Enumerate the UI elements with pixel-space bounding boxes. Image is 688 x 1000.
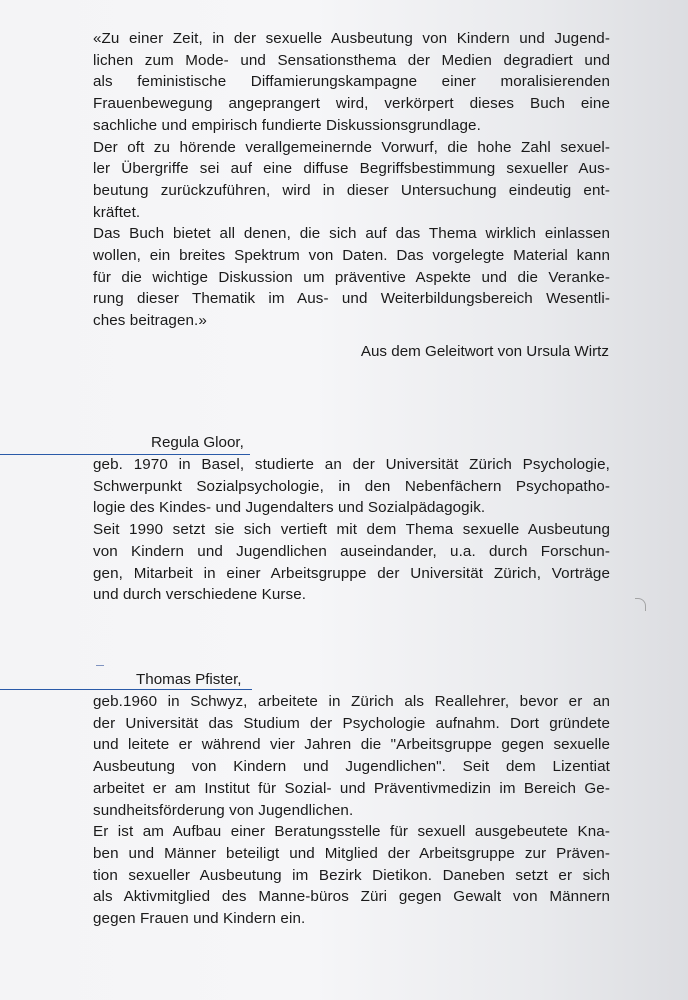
bio-line: Ausbeutung von Kindern und Jugendlichen". Seit dem Lizentiat bbox=[93, 758, 610, 776]
underline-tick bbox=[96, 665, 104, 666]
author-bio-regula-gloor bbox=[93, 454, 610, 606]
bio-line: logie des Kindes- und Jugendalters und Sozialpädagogik. bbox=[93, 499, 486, 517]
bio-line: geb. 1970 in Basel, studierte an der Universität Zürich Psychologie, bbox=[93, 456, 610, 473]
bio-line: Schwerpunkt Sozialpsychologie, in den Nebenfächern Psychopatho- bbox=[93, 477, 610, 495]
foreword-quote bbox=[93, 28, 610, 332]
author-name-regula-gloor: Regula Gloor, bbox=[151, 434, 244, 451]
paper-mark bbox=[635, 598, 646, 611]
bio-line: tion sexueller Ausbeutung im Bezirk Dietikon. Daneben setzt er sich bbox=[93, 866, 610, 884]
bio-line: als Aktivmitglied des Manne-büros Züri gegen Gewalt von Männern bbox=[93, 888, 610, 906]
quote-line: rung dieser Thematik im Aus- und Weiterbildungsbereich Wesentli- bbox=[93, 290, 610, 308]
author-name-thomas-pfister: Thomas Pfister, bbox=[136, 671, 242, 688]
quote-line: lichen zum Mode- und Sensationsthema der Medien degradiert und bbox=[93, 51, 610, 69]
quote-attribution: Aus dem Geleitwort von Ursula Wirtz bbox=[360, 343, 609, 360]
bio-line: und leitete er während vier Jahren die "Arbeitsgruppe gegen sexuelle bbox=[93, 736, 610, 754]
bio-line: Er ist am Aufbau einer Beratungsstelle für sexuell ausgebeutete Kna- bbox=[93, 823, 610, 841]
quote-line: für die wichtige Diskussion um präventive Aspekte und die Veranke- bbox=[93, 268, 610, 286]
bio-line: geb.1960 in Schwyz, arbeitete in Zürich als Reallehrer, bevor er an bbox=[93, 693, 610, 710]
quote-line: «Zu einer Zeit, in der sexuelle Ausbeutung von Kindern und Jugend- bbox=[93, 30, 610, 47]
quote-line: wollen, ein breites Spektrum von Daten. Das vorgelegte Material kann bbox=[93, 247, 610, 265]
quote-line: Das Buch bietet all denen, die sich auf das Thema wirklich einlassen bbox=[93, 225, 610, 243]
bio-line: Seit 1990 setzt sie sich vertieft mit dem Thema sexuelle Ausbeutung bbox=[93, 521, 610, 539]
bio-line: arbeitet er am Institut für Sozial- und Präventivmedizin im Bereich Ge- bbox=[93, 779, 610, 797]
bio-line: ben und Männer beteiligt und Mitglied der Arbeitsgruppe zur Präven- bbox=[93, 844, 610, 862]
quote-line: Frauenbewegung angeprangert wird, verkörpert dieses Buch eine bbox=[93, 95, 610, 113]
quote-line: Der oft zu hörende verallgemeinernde Vorwurf, die hohe Zahl sexuel- bbox=[93, 138, 610, 156]
quote-line: als feministische Diffamierungskampagne einer moralisierenden bbox=[93, 73, 610, 91]
bio-line: gegen Frauen und Kindern ein. bbox=[93, 910, 306, 928]
bio-line: der Universität das Studium der Psychologie aufnahm. Dort gründete bbox=[93, 714, 610, 732]
quote-line: kräftet. bbox=[93, 203, 141, 221]
quote-line: ler Übergriffe sei auf eine diffuse Begriffsbestimmung sexueller Aus- bbox=[93, 160, 610, 178]
bio-line: von Kindern und Jugendlichen auseindander, u.a. durch Forschun- bbox=[93, 542, 610, 560]
bio-line: und durch verschiedene Kurse. bbox=[93, 586, 307, 604]
bio-line: sundheitsförderung von Jugendlichen. bbox=[93, 801, 354, 819]
bio-line: gen, Mitarbeit in einer Arbeitsgruppe der Universität Zürich, Vorträge bbox=[93, 564, 610, 582]
author-bio-thomas-pfister bbox=[93, 691, 610, 930]
quote-line: beutung zurückzuführen, wird in dieser Untersuchung eindeutig ent- bbox=[93, 181, 610, 199]
quote-line: sachliche und empirisch fundierte Diskussionsgrundlage. bbox=[93, 116, 481, 134]
quote-line: ches beitragen.» bbox=[93, 312, 207, 330]
